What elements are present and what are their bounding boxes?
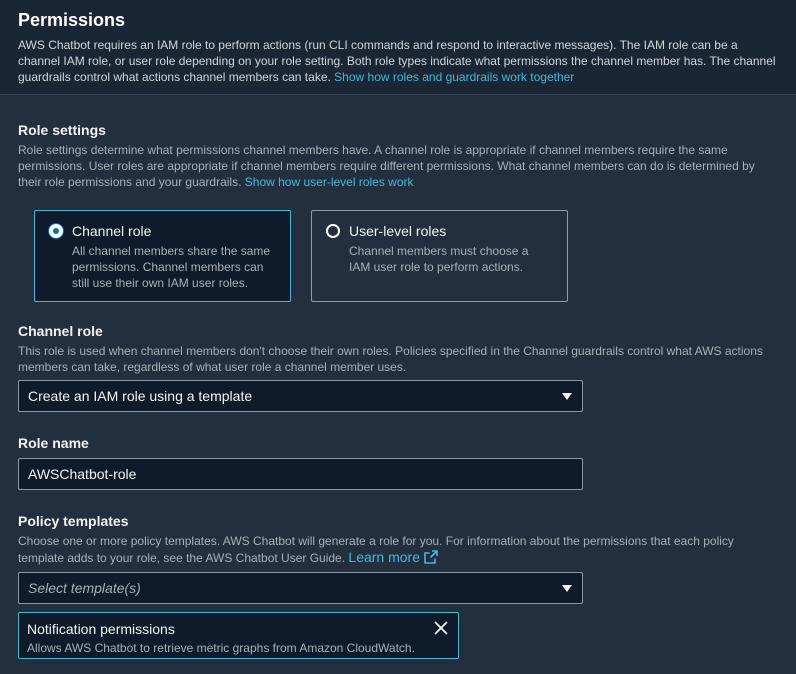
user-level-roles-option-text (349, 222, 553, 301)
role-name-input[interactable] (18, 458, 583, 490)
user-level-roles-radio-button[interactable] (326, 224, 340, 238)
roles-guardrails-link[interactable]: Show how roles and guardrails work together (334, 70, 575, 84)
policy-templates-label: Policy templates (18, 513, 129, 529)
token-description: Allows AWS Chatbot to retrieve metric graphs from Amazon CloudWatch. (27, 641, 415, 655)
channel-role-select-value: Create an IAM role using a template (28, 388, 253, 404)
page-title: Permissions (18, 10, 126, 30)
policy-templates-placeholder: Select template(s) (28, 580, 141, 596)
selected-template-token (18, 612, 459, 659)
learn-more-link[interactable] (348, 549, 438, 565)
caret-down-icon (562, 393, 572, 400)
permissions-description-text: AWS Chatbot requires an IAM role to perform actions (run CLI commands and respond to interactive messages). The IAM role can be a channel IAM role, or user role depending on your role setting. Both role types indicate what permissions the channel member has. The channel guardrails control what actions channel members can take. (18, 38, 776, 84)
role-settings-label: Role settings (18, 122, 106, 138)
channel-role-description: This role is used when channel members don't choose their own roles. Policies specified in the Channel guardrails control what AWS actions members can take, regardless of what user role a channel member uses. (18, 344, 763, 374)
channel-role-radio-card[interactable] (34, 210, 291, 302)
role-settings-description (18, 142, 778, 190)
policy-templates-description (18, 533, 778, 566)
learn-more-label: Learn more (348, 549, 420, 565)
permissions-header (0, 0, 796, 95)
channel-role-radio-button[interactable] (49, 224, 63, 238)
channel-role-option-text (72, 222, 276, 301)
role-type-radio-group (34, 210, 778, 302)
user-level-roles-link[interactable]: Show how user-level roles work (244, 175, 414, 189)
channel-role-label: Channel role (18, 323, 103, 339)
user-level-roles-option-title: User-level roles (349, 223, 447, 239)
user-level-roles-option-description: Channel members must choose a IAM user role to perform actions. (349, 244, 529, 274)
policy-templates-select[interactable] (18, 572, 583, 604)
close-icon[interactable] (432, 619, 450, 637)
channel-role-select[interactable] (18, 380, 583, 412)
role-settings-description-text: Role settings determine what permissions channel members have. A channel role is appropriate if channel members require the same permissions. User roles are appropriate if channel members require different permissions. What channel members can do is determined by their role permissions and your guardrails. (18, 143, 755, 189)
channel-role-option-description: All channel members share the same permissions. Channel members can still use their own IAM user roles. (72, 244, 271, 290)
permissions-description (18, 37, 778, 85)
external-link-icon (424, 550, 438, 564)
main-content (0, 95, 796, 659)
token-title: Notification permissions (27, 621, 175, 637)
policy-templates-description-text: Choose one or more policy templates. AWS Chatbot will generate a role for you. For information about the permissions that each policy template adds to your role, see the AWS Chatbot User Guide. (18, 534, 734, 565)
caret-down-icon (562, 585, 572, 592)
user-level-roles-radio-card[interactable] (311, 210, 568, 302)
role-name-label: Role name (18, 435, 89, 451)
channel-role-option-title: Channel role (72, 223, 152, 239)
